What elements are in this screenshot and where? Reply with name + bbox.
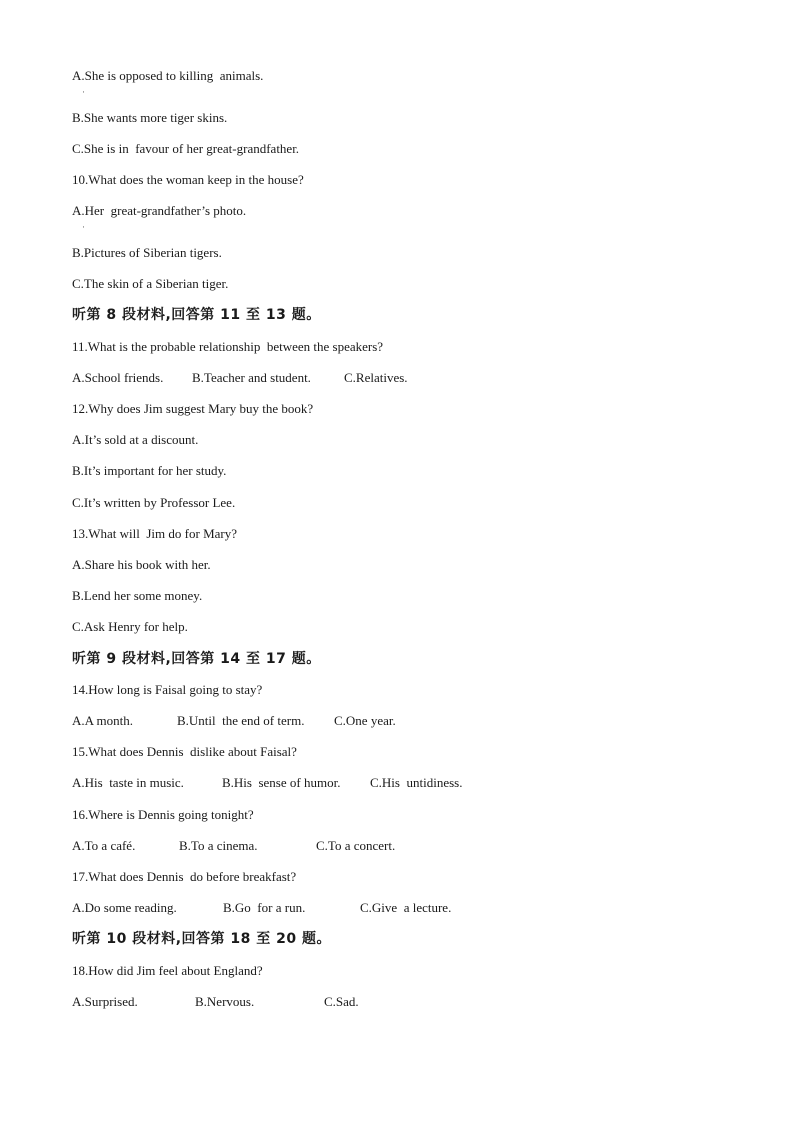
q10-option-b: B.Pictures of Siberian tigers. — [72, 245, 222, 260]
q11-option-b: B.Teacher and student. — [192, 370, 311, 385]
q16-option-b: B.To a cinema. — [179, 838, 258, 853]
section-heading-9: 听第 9 段材料,回答第 14 至 17 题。 — [72, 651, 321, 667]
q16-option-a: A.To a café. — [72, 838, 136, 853]
q17-option-c: C.Give a lecture. — [360, 900, 452, 915]
q12-option-c: C.It’s written by Professor Lee. — [72, 495, 236, 510]
section-heading-10: 听第 10 段材料,回答第 18 至 20 题。 — [72, 931, 332, 947]
q14-option-b: B.Until the end of term. — [177, 713, 305, 728]
q16-option-c: C.To a concert. — [316, 838, 396, 853]
q12-option-a: A.It’s sold at a discount. — [72, 432, 199, 447]
q10-option-c: C.The skin of a Siberian tiger. — [72, 276, 229, 291]
q14-option-c: C.One year. — [334, 713, 396, 728]
q11-option-c: C.Relatives. — [344, 370, 408, 385]
q9-option-b: B.She wants more tiger skins. — [72, 110, 228, 125]
mark-dot: · — [82, 87, 85, 97]
q13-question: 13.What will Jim do for Mary? — [72, 526, 237, 541]
q10-question: 10.What does the woman keep in the house? — [72, 172, 304, 187]
q18-option-b: B.Nervous. — [195, 994, 255, 1009]
q18-option-c: C.Sad. — [324, 994, 359, 1009]
q18-question: 18.How did Jim feel about England? — [72, 963, 263, 978]
q17-question: 17.What does Dennis do before breakfast? — [72, 869, 297, 884]
q14-option-a: A.A month. — [72, 713, 134, 728]
mark-dot: · — [82, 222, 85, 232]
q11-question: 11.What is the probable relationship between the speakers? — [72, 339, 384, 354]
q15-option-a: A.His taste in music. — [72, 775, 184, 790]
q14-question: 14.How long is Faisal going to stay? — [72, 682, 263, 697]
q12-question: 12.Why does Jim suggest Mary buy the book? — [72, 401, 314, 416]
q12-option-b: B.It’s important for her study. — [72, 463, 227, 478]
q18-option-a: A.Surprised. — [72, 994, 138, 1009]
q9-option-a: A.She is opposed to killing animals. — [72, 68, 264, 83]
q17-option-b: B.Go for a run. — [223, 900, 306, 915]
q10-option-a: A.Her great-grandfather’s photo. — [72, 203, 247, 218]
q15-option-c: C.His untidiness. — [370, 775, 463, 790]
section-heading-8: 听第 8 段材料,回答第 11 至 13 题。 — [72, 307, 321, 323]
q13-option-a: A.Share his book with her. — [72, 557, 211, 572]
q11-option-a: A.School friends. — [72, 370, 164, 385]
q13-option-b: B.Lend her some money. — [72, 588, 203, 603]
q15-question: 15.What does Dennis dislike about Faisal? — [72, 744, 297, 759]
q17-option-a: A.Do some reading. — [72, 900, 177, 915]
q9-option-c: C.She is in favour of her great-grandfather. — [72, 141, 300, 156]
q15-option-b: B.His sense of humor. — [222, 775, 341, 790]
q16-question: 16.Where is Dennis going tonight? — [72, 807, 254, 822]
q13-option-c: C.Ask Henry for help. — [72, 619, 188, 634]
